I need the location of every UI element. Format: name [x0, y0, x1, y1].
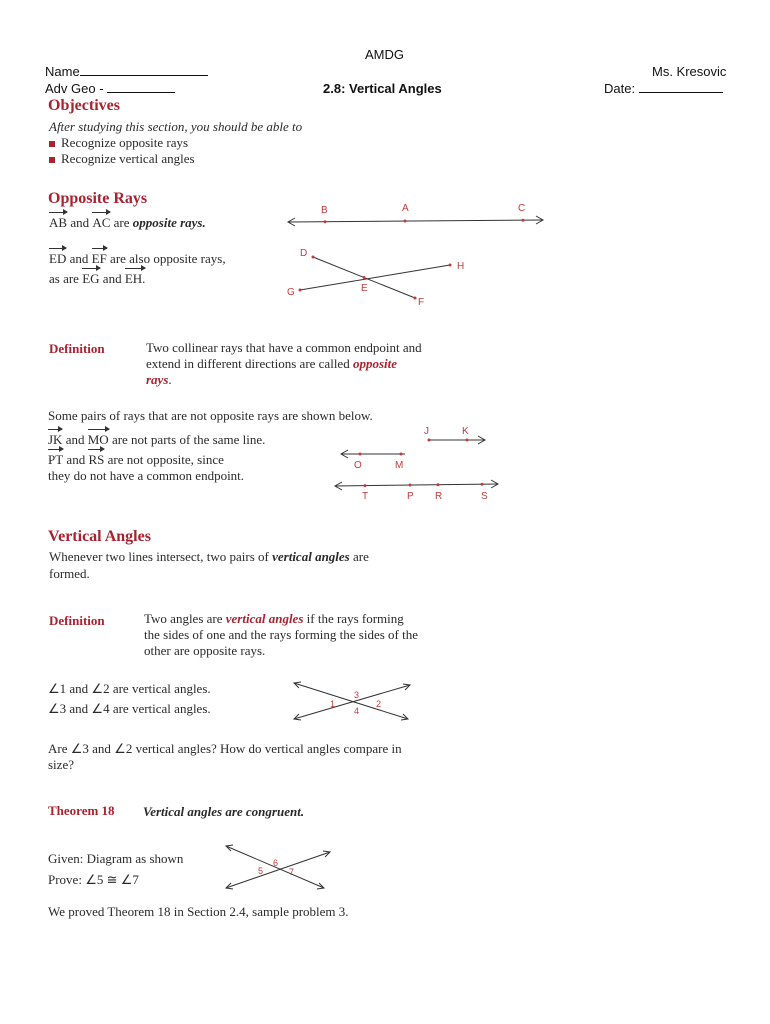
name-field	[45, 64, 208, 79]
course-label: Adv Geo -	[45, 81, 104, 96]
definition1-line1: Two collinear rays that have a common endpoint and	[146, 340, 422, 355]
point-f	[414, 297, 417, 300]
theorem-diagram	[220, 840, 338, 896]
opposite-rays-term: opposite rays.	[132, 215, 206, 230]
label-r: R	[435, 491, 443, 502]
vertical-angles-heading: Vertical Angles	[48, 528, 151, 545]
line-tprs-diagram	[330, 478, 505, 504]
definition1-line3: rays.	[146, 372, 172, 387]
bullet-icon	[49, 141, 55, 147]
angle-label-6: 6	[273, 858, 279, 868]
angle-label-7: 7	[289, 867, 295, 877]
theorem-statement: Vertical angles are congruent.	[143, 804, 305, 819]
ray-ef: EF	[91, 251, 107, 266]
proof-note: We proved Theorem 18 in Section 2.4, sample problem 3.	[48, 904, 349, 919]
label-k: K	[462, 426, 469, 437]
nonexamples-line1: JK and MO are not parts of the same line.	[48, 432, 266, 447]
nonexamples-intro: Some pairs of rays that are not opposite rays are shown below.	[48, 408, 373, 423]
ray-mo: MO	[87, 432, 109, 447]
label-b: B	[321, 205, 328, 216]
theorem-label: Theorem 18	[48, 803, 115, 818]
label-j: J	[424, 426, 429, 437]
angle-label-1: 1	[330, 699, 336, 709]
objective-item: Recognize vertical angles	[49, 151, 195, 167]
point-d	[312, 256, 315, 259]
angle-label-2: 2	[376, 699, 382, 709]
point-g	[299, 289, 302, 292]
definition-label: Definition	[49, 613, 105, 628]
label-t: T	[362, 491, 369, 502]
lesson-title: 2.8: Vertical Angles	[323, 81, 442, 96]
ray-eh: EH.	[124, 271, 146, 286]
name-label: Name	[45, 64, 80, 79]
point-h	[449, 264, 452, 267]
line-bac	[289, 220, 543, 222]
ray-ac: AC	[92, 215, 111, 230]
vertical-angles-diagram	[288, 675, 418, 727]
vertical-angles-def-term: vertical angles	[225, 611, 304, 626]
ray-rs: RS	[88, 452, 105, 467]
nonexamples-line3: they do not have a common endpoint.	[48, 468, 245, 483]
teacher-name: Ms. Kresovic	[652, 64, 727, 79]
definition2-line1: Two angles are vertical angles if the rays forming	[144, 611, 404, 626]
question-line1: Are ∠3 and ∠2 vertical angles? How do vertical angles compare in	[48, 741, 402, 756]
date-blank	[639, 81, 723, 93]
label-g: G	[287, 287, 295, 298]
intersecting-rays-diagram	[280, 243, 480, 308]
angle-label-5: 5	[258, 866, 264, 876]
objectives-intro: After studying this section, you should be able to	[49, 119, 303, 134]
label-h: H	[457, 261, 465, 272]
angle-label-3: 3	[354, 690, 360, 700]
label-a: A	[402, 203, 409, 214]
opposite-rays-line3: as are EG and EH.	[49, 271, 146, 286]
opposite-term: opposite	[352, 356, 398, 371]
label-e: E	[361, 283, 368, 294]
vertical-angles-line1: Whenever two lines intersect, two pairs of vertical angles are	[49, 549, 369, 564]
opposite-rays-line2: ED and EF are also opposite rays,	[49, 251, 226, 266]
label-s: S	[481, 491, 488, 502]
definition-label: Definition	[49, 341, 105, 356]
bullet-icon	[49, 157, 55, 163]
date-label: Date:	[604, 81, 636, 96]
course-field	[45, 81, 175, 96]
vertical-angles-line2: formed.	[49, 566, 90, 581]
objectives-heading: Objectives	[48, 97, 120, 114]
ray-jk-diagram	[415, 424, 495, 446]
opposite-rays-line1: AB and AC are opposite rays.	[49, 215, 206, 230]
point-e	[363, 276, 366, 279]
label-o: O	[354, 460, 362, 471]
vertical-angles-term: vertical angles	[272, 549, 350, 564]
point-b	[324, 220, 327, 223]
point-c	[522, 219, 525, 222]
name-blank	[80, 64, 208, 76]
nonexamples-line2: PT and RS are not opposite, since	[48, 452, 224, 467]
ray-gh	[300, 265, 450, 290]
definition1-line2: extend in different directions are called opposite	[146, 356, 398, 371]
label-c: C	[518, 203, 526, 214]
label-d: D	[300, 248, 308, 259]
prove-text: Prove: ∠5 ≅ ∠7	[48, 872, 139, 887]
rays-term: rays	[146, 372, 169, 387]
given-text: Given: Diagram as shown	[48, 851, 184, 866]
label-p: P	[407, 491, 414, 502]
angle-example-line2: ∠3 and ∠4 are vertical angles.	[48, 701, 211, 716]
angle-label-4: 4	[354, 706, 360, 716]
ray-mo-diagram	[335, 446, 415, 472]
label-m: M	[395, 460, 404, 471]
ray-jk: JK	[48, 432, 63, 447]
question-line2: size?	[48, 757, 74, 772]
definition2-line2: the sides of one and the rays forming the sides of the	[144, 627, 419, 642]
opposite-rays-diagram	[285, 198, 550, 234]
point-a	[404, 220, 407, 223]
date-field	[604, 81, 723, 96]
angle-example-line1: ∠1 and ∠2 are vertical angles.	[48, 681, 211, 696]
opposite-rays-heading: Opposite Rays	[48, 190, 148, 207]
ray-pt: PT	[48, 452, 64, 467]
ray-ed: ED	[49, 251, 67, 266]
course-blank	[107, 81, 175, 93]
header-top: AMDG	[365, 47, 404, 62]
ray-eg: EG	[82, 271, 100, 286]
label-f: F	[418, 297, 425, 308]
definition2-line3: other are opposite rays.	[144, 643, 266, 658]
objective-item: Recognize opposite rays	[49, 135, 188, 151]
ray-ab: AB	[49, 215, 68, 230]
